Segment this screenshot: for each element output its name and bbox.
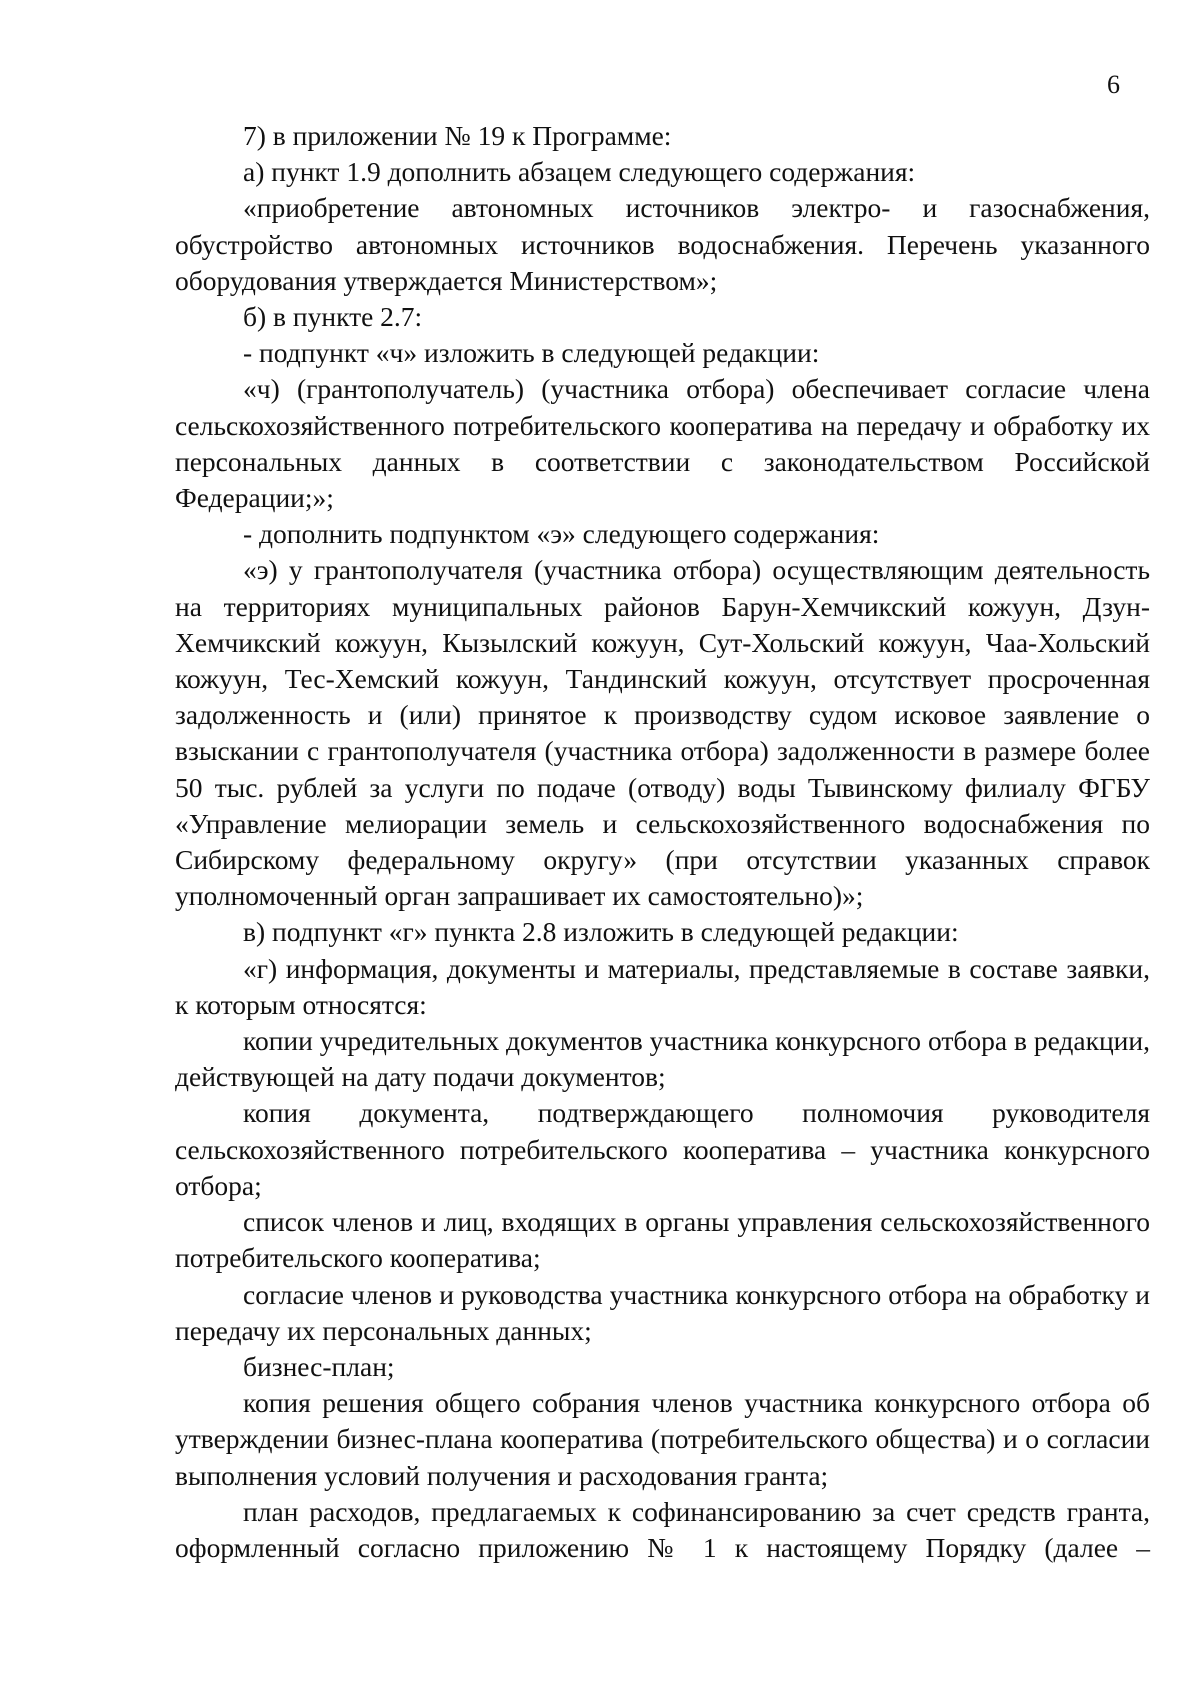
paragraph-list-item: копии учредительных документов участника конкурсного отбора в редакции, действующей на дату подачи документов; — [175, 1025, 1150, 1093]
page-number: 6 — [1107, 70, 1120, 99]
paragraph-list-item: копия документа, подтверждающего полномочия руководителя сельскохозяйственного потребительского кооператива – участника конкурсного отбора; — [175, 1097, 1150, 1201]
paragraph-item-7: 7) в приложении № 19 к Программе: — [243, 120, 672, 151]
paragraph-list-item: бизнес-план; — [243, 1350, 395, 1382]
document-body — [175, 118, 1150, 1566]
paragraph-subitem-a: а) пункт 1.9 дополнить абзацем следующего содержания: — [243, 156, 916, 188]
paragraph-quote-equipment: «приобретение автономных источников электро- и газоснабжения, обустройство автономных источников водоснабжения. Перечень указанного оборудования утверждается Министерством»; — [175, 192, 1150, 296]
paragraph-list-item: согласие членов и руководства участника конкурсного отбора на обработку и передачу их персональных данных; — [175, 1278, 1150, 1346]
paragraph-list-item: копия решения общего собрания членов участника конкурсного отбора об утверждении бизнес-плана кооператива (потребительского общества) и о согласии выполнения условий получения и расходования гранта; — [175, 1387, 1150, 1491]
paragraph-quote-ch: «ч) (грантополучатель) (участника отбора) обеспечивает согласие члена сельскохозяйственного потребительского кооператива на передачу и обработку их персональных данных в соответствии с законодательством Российской Федерации;»; — [175, 373, 1150, 514]
paragraph-add-subpoint-e: - дополнить подпунктом «э» следующего содержания: — [243, 518, 880, 550]
paragraph-quote-g: «г) информация, документы и материалы, представляемые в составе заявки, к которым относятся: — [175, 952, 1150, 1020]
paragraph-subitem-b: б) в пункте 2.7: — [243, 301, 423, 333]
paragraph-list-item: список членов и лиц, входящих в органы управления сельскохозяйственного потребительского кооператива; — [175, 1206, 1150, 1274]
paragraph-list-item: план расходов, предлагаемых к софинансированию за счет средств гранта, оформленный согласно приложению № 1 к настоящему Порядку (далее – — [175, 1495, 1150, 1563]
paragraph-subpoint-ch: - подпункт «ч» изложить в следующей редакции: — [243, 337, 820, 369]
paragraph-quote-e: «э) у грантополучателя (участника отбора) осуществляющим деятельность на территориях муниципальных районов Барун-Хемчикский кожуун, Дзун-Хемчикский кожуун, Кызылский кожуун, Сут-Хольский кожуун, Чаа-Хольский кожуун, Тес-Хемский кожуун, Тандинский кожуун, отсутствует просроченная задолженность и (или) принятое к производству судом исковое заявление о взыскании с грантополучателя (участника отбора) задолженности в размере более 50 тыс. рублей за услуги по подаче (отводу) воды Тывинскому филиалу ФГБУ «Управление мелиорации земель и сельскохозяйственного водоснабжения по Сибирскому федеральному округу» (при отсутствии указанных справок уполномоченный орган запрашивает их самостоятельно)»; — [175, 554, 1150, 912]
paragraph-subitem-v: в) подпункт «г» пункта 2.8 изложить в следующей редакции: — [243, 916, 959, 948]
